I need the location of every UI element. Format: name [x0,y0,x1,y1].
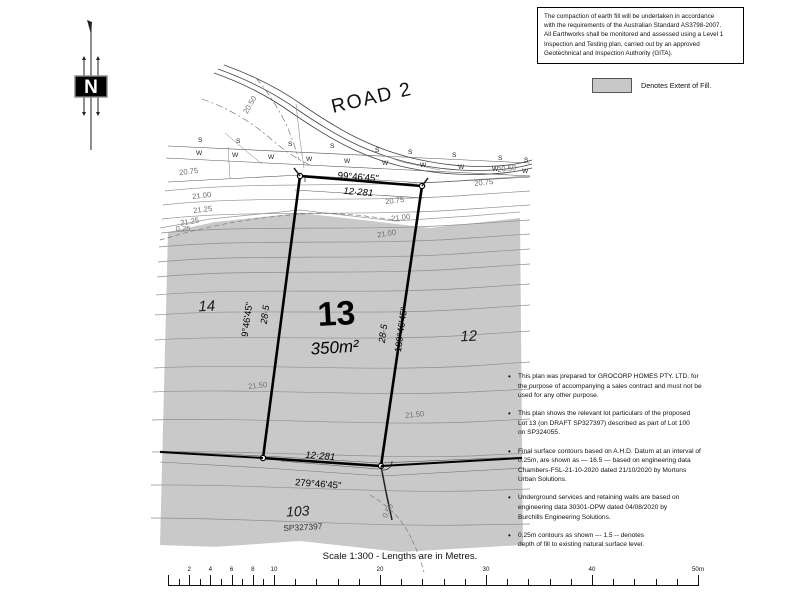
plan-note-2 [508,447,788,485]
svg-text:S: S [408,149,413,156]
svg-text:W: W [344,158,351,165]
distance-south: 12·281 [304,449,336,464]
plan-note-line: This plan shows the relevant lot particulars of the proposed [518,410,691,418]
scale-label-0: 2 [187,566,191,573]
distance-west: 28·5 [257,304,272,325]
scale-tick-24 [422,579,423,586]
scale-label-6: 30 [482,566,490,573]
scale-tick-28 [465,579,466,586]
scale-tick-30 [486,575,487,586]
fill-depth-label-1: 0.50 [380,502,396,520]
scale-tick-44 [634,579,635,586]
note-bullet-icon: • [508,446,511,456]
svg-text:W: W [382,160,389,167]
fill-swatch-icon [592,78,632,93]
scale-label-4: 10 [270,566,278,573]
scale-tick-38 [571,579,572,586]
svg-text:W: W [196,150,203,157]
bearing-north: 99°46'45" [337,170,380,185]
lot-number: 13 [316,294,357,334]
scale-tick-10 [274,575,275,586]
plan-note-3 [508,493,788,522]
svg-text:S: S [288,141,293,148]
svg-text:W: W [458,164,465,171]
compaction-note-box [537,7,744,64]
scale-tick-7 [242,579,243,586]
scale-tick-18 [359,579,360,586]
scale-label-5: 20 [376,566,384,573]
plan-note-line: on SP324055. [518,429,560,437]
contour-label-4: 21.00 [191,189,212,202]
plan-note-line: This plan was prepared for GROCORP HOMES PTY. LTD. for [518,373,699,380]
scale-label-7: 40 [588,566,596,573]
plan-note-line: Final surface contours based on A.H.D. Datum at an interval of [518,447,701,455]
service-marker-labels [196,137,529,175]
contour-label-10: 21.50 [404,409,425,420]
compaction-note-line-1: with the requirements of the Australian Standard AS3798-2007. [544,22,722,30]
north-arrow [75,20,107,150]
scale-tick-12 [295,579,296,586]
svg-text:S: S [452,152,457,159]
contour-label-11: 20.50 [496,162,517,175]
plan-note-text [518,493,788,522]
contour-label-1: 20.75 [178,165,199,178]
plan-note-text [518,531,788,550]
neighbour-lot-right: 12 [459,327,478,346]
scale-tick-4 [210,575,211,586]
distance-north: 12·281 [342,185,374,200]
scale-label-3: 8 [251,566,255,573]
plan-note-line: Chambers-FSL-21-10-2020 dated 21/10/2020 by Mortons [518,466,687,474]
svg-text:S: S [236,138,241,145]
contour-label-5: 21.00 [390,211,411,224]
compaction-note-line-4: Geotechnical and Inspection Authority (GITA). [544,49,673,57]
scale-caption: Scale 1:300 - Lengths are in Metres. [322,551,478,562]
note-bullet-icon: • [508,530,511,540]
road-boundary-curves [214,65,532,175]
scale-tick-20 [380,575,381,586]
contour-label-2: 20.75 [384,194,405,207]
scale-tick-50 [698,575,699,586]
neighbour-lot-left: 14 [197,297,216,316]
neighbour-plan-below: SP327397 [283,520,323,534]
scale-tick-34 [528,579,529,586]
plan-note-line: Urban Solutions. [518,476,567,484]
scale-tick-5 [221,579,222,586]
svg-text:S: S [198,137,203,144]
plan-note-text [518,409,788,438]
compaction-note-line-2: All Earthworks shall be monitored and assessed using a Level 1 [544,31,724,39]
scale-tick-8 [253,575,254,586]
svg-text:S: S [375,147,380,154]
note-bullet-icon: • [508,372,511,381]
contour-label-6: 21.25 [192,203,213,216]
contour-label-9: 21.50 [247,380,268,391]
bearing-south: 279°46'45" [294,477,342,492]
scale-label-8: 50m [691,566,705,573]
scale-tick-6 [232,575,233,586]
fill-extent-shading [160,210,523,552]
contour-label-8: 21.25 [179,215,200,228]
scale-tick-26 [444,579,445,586]
scale-tick-32 [507,579,508,586]
scale-tick-36 [550,579,551,586]
scale-tick-14 [316,579,317,586]
svg-text:W: W [492,166,499,173]
fill-legend-label: Denotes Extent of Fill. [641,81,712,90]
scale-tick-48 [677,579,678,586]
svg-text:S: S [524,157,529,164]
svg-text:S: S [498,155,503,162]
plan-note-1 [508,409,788,438]
contour-label-3: 20.75 [473,176,494,189]
svg-text:W: W [232,152,239,159]
plan-note-0 [508,372,788,401]
road-label: ROAD 2 [329,77,415,118]
bearing-east: 189°46'45" [391,306,410,353]
plan-note-line: depth of fill to existing natural surface level. [518,541,645,549]
note-bullet-icon: • [508,409,511,419]
scale-tick-1 [179,579,180,586]
scale-tick-0 [168,575,169,586]
scale-tick-16 [338,579,339,586]
scale-tick-9 [263,579,264,586]
compaction-note-line-3: Inspection and Testing plan, carried out by an approved [544,40,700,48]
plan-note-line: 0.25m, are shown as — 16.5 — based on engineering data [518,457,691,465]
scale-tick-46 [656,579,657,586]
contour-label-0: 20.50 [241,94,259,116]
compaction-note-line-0: The compaction of earth fill will be undertaken in accordance [544,13,715,20]
plan-note-line: Lot 13 (on DRAFT SP327397) described as part of Lot 100 [518,419,690,427]
neighbour-lot-below: 103 [285,502,310,520]
scale-tick-42 [613,579,614,586]
plan-note-text [518,372,788,401]
bearing-west: 9°46'45" [238,301,255,338]
svg-text:W: W [420,162,427,169]
fill-depth-label-0: 0.25 [175,224,191,233]
lot-area: 350m² [309,336,360,359]
scale-tick-22 [401,579,402,586]
fill-legend [592,78,711,93]
scale-bar-axis [168,585,698,586]
scale-label-1: 4 [208,566,213,573]
note-bullet-icon: • [508,493,511,503]
scale-label-2: 6 [229,566,234,573]
svg-text:W: W [268,154,275,161]
scale-tick-2 [189,575,190,586]
plan-note-line: used for any other purpose. [518,392,599,400]
plan-notes-list [508,372,788,558]
svg-text:W: W [522,168,529,175]
plan-note-line: Underground services and retaining walls are based on [518,494,680,502]
plan-note-line: the purpose of accompanying a sales contract and must not be [518,382,702,390]
contour-label-7: 21.00 [376,227,397,240]
plan-note-line: 0.25m contours as shown --- 1.5 -- denotes [518,531,645,539]
plan-note-text [518,447,788,485]
scale-bar [168,566,705,596]
north-arrow-label: N [84,77,98,98]
plan-note-4 [508,531,788,550]
plan-note-line: Burchills Engineering Solutions. [518,513,611,521]
distance-east: 28·5 [375,323,390,344]
scale-tick-3 [200,579,201,586]
scale-tick-40 [592,575,593,586]
svg-text:W: W [306,156,313,163]
svg-text:S: S [330,143,335,150]
plan-note-line: engineering data 30301-OPW dated 04/08/2020 by [518,504,668,512]
